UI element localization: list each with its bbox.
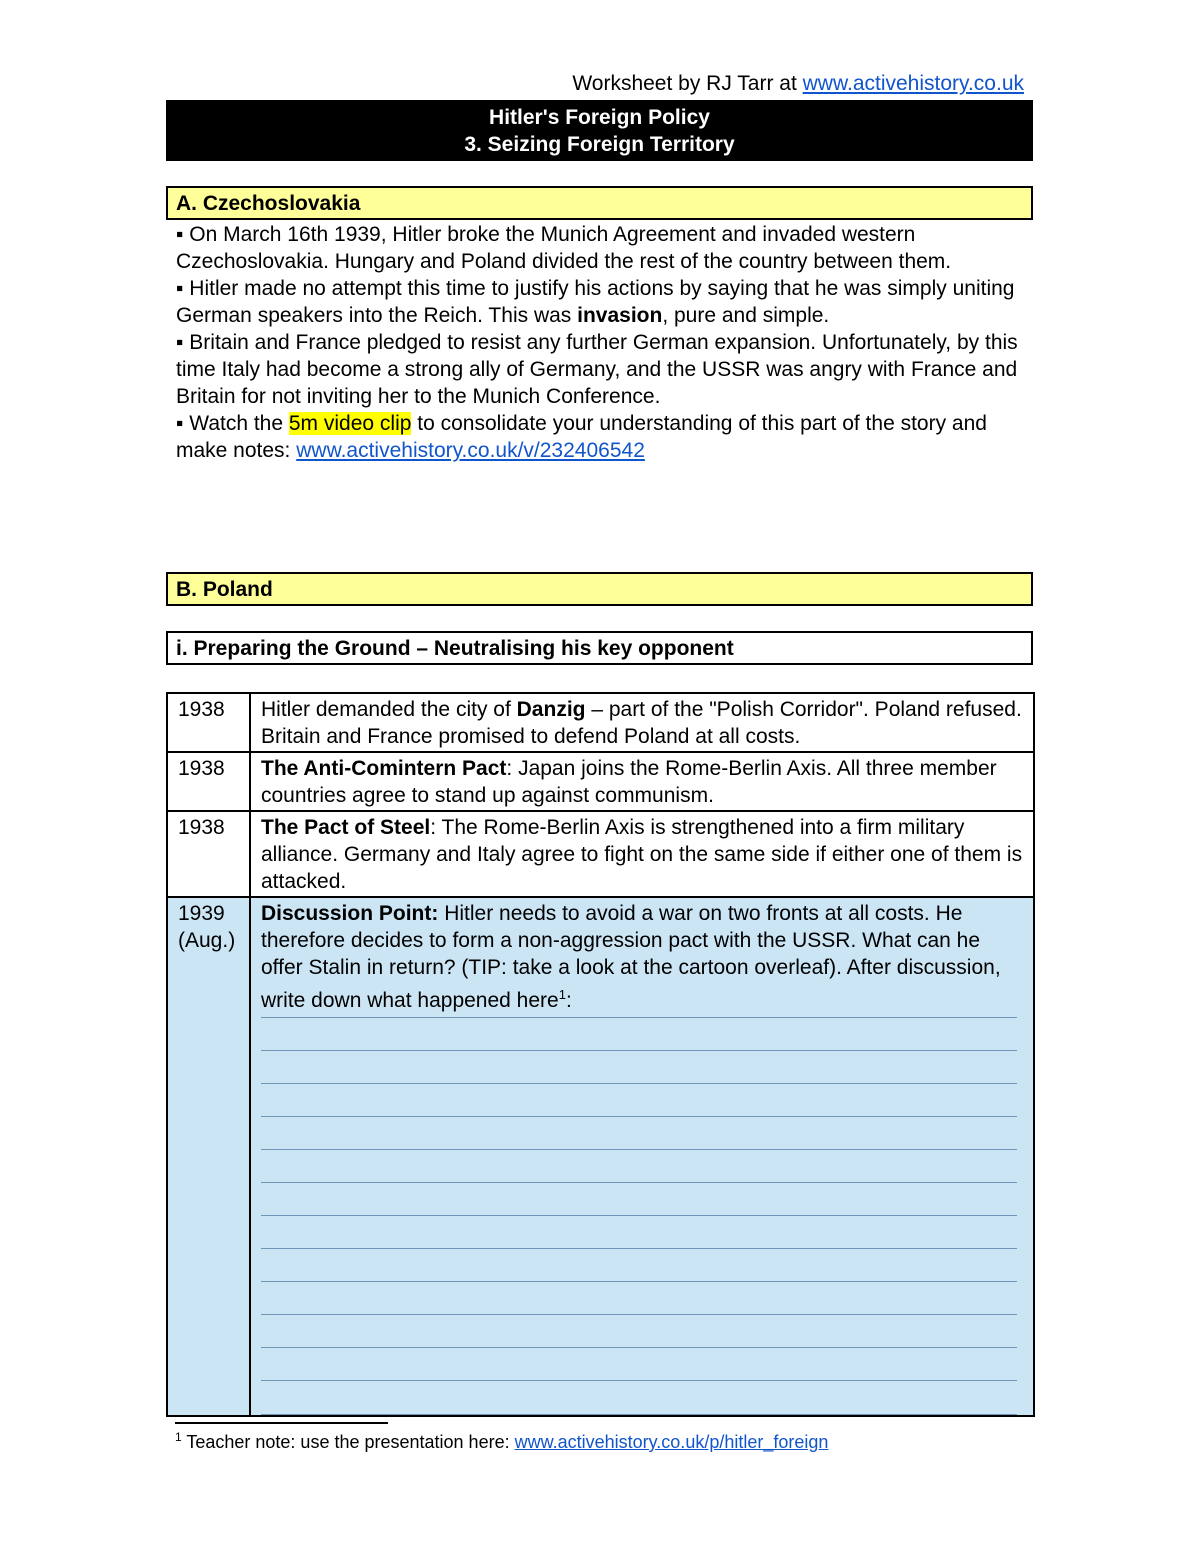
bullet-2-bold: invasion <box>577 304 663 327</box>
table-row <box>167 693 1034 752</box>
writing-line[interactable] <box>261 1183 1017 1216</box>
writing-line[interactable] <box>261 1117 1017 1150</box>
credit-text: Worksheet by RJ Tarr at <box>572 72 797 95</box>
bullet-4-end: to consolidate your understanding of this part of the story and make notes: <box>176 412 987 462</box>
writing-line[interactable] <box>261 1150 1017 1183</box>
event-cell <box>250 752 1034 811</box>
section-b-subheading: i. Preparing the Ground – Neutralising his key opponent <box>166 631 1033 665</box>
worksheet-credit <box>166 72 1024 96</box>
year-cell: 1938 <box>167 693 250 752</box>
table-row <box>167 811 1034 897</box>
writing-line[interactable] <box>261 1282 1017 1315</box>
footnote-text: Teacher note: use the presentation here: <box>181 1432 515 1452</box>
footnote-link[interactable]: www.activehistory.co.uk/p/hitler_foreign <box>514 1432 829 1452</box>
writing-line[interactable] <box>261 1216 1017 1249</box>
table-row <box>167 752 1034 811</box>
bullet-2-end: , pure and simple. <box>662 304 830 327</box>
bullet-2-text: ▪ Hitler made no attempt this time to justify his actions by saying that he was simply uniting German speakers into the Reich. This was <box>176 277 1015 327</box>
discussion-row <box>167 897 1034 1416</box>
section-a-heading: A. Czechoslovakia <box>166 186 1033 220</box>
event-cell <box>250 811 1034 897</box>
section-a-bullets <box>176 221 1026 464</box>
credit-link[interactable]: www.activehistory.co.uk <box>802 72 1024 95</box>
bullet-4-text: ▪ Watch the <box>176 412 289 435</box>
page-title <box>166 100 1033 161</box>
event-cell <box>250 693 1034 752</box>
bullet-4 <box>176 410 1026 464</box>
footnote-mark: 1 <box>175 1430 182 1444</box>
video-clip-highlight: 5m video clip <box>288 412 412 435</box>
year-cell <box>167 897 250 1416</box>
year-line-1: 1939 <box>178 902 225 925</box>
event-bold: The Anti-Comintern Pact <box>261 757 507 780</box>
discussion-text: Hitler needs to avoid a war on two fronts at all costs. He therefore decides to form a non-aggression pact with the USSR. What can he offer Stalin in return? (TIP: take a look at the cartoon overleaf). After discussion, write down what happened here <box>261 902 1001 1012</box>
writing-line[interactable] <box>261 1381 1017 1415</box>
year-cell: 1938 <box>167 811 250 897</box>
year-cell: 1938 <box>167 752 250 811</box>
event-text: : The Rome-Berlin Axis is strengthened into a firm military alliance. Germany and Italy agree to fight on the same side if either one of them is attacked. <box>261 816 1023 893</box>
bullet-3: ▪ Britain and France pledged to resist any further German expansion. Unfortunately, by this time Italy had become a strong ally of Germany, and the USSR was angry with France and Britain for not inviting her to the Munich Conference. <box>176 331 1018 408</box>
video-link[interactable]: www.activehistory.co.uk/v/232406542 <box>296 439 645 462</box>
writing-line[interactable] <box>261 1018 1017 1051</box>
title-line-2: 3. Seizing Foreign Territory <box>464 133 735 156</box>
footnote-divider <box>175 1422 388 1424</box>
discussion-cell <box>250 897 1034 1416</box>
writing-line[interactable] <box>261 1348 1017 1381</box>
timeline-table <box>166 692 1035 1417</box>
discussion-label: Discussion Point: <box>261 902 439 925</box>
event-text: : Japan joins the Rome-Berlin Axis. All three member countries agree to stand up against communism. <box>261 757 997 807</box>
bullet-2 <box>176 275 1026 329</box>
footnote <box>175 1430 828 1453</box>
discussion-text-end: : <box>565 989 572 1012</box>
year-line-2: (Aug.) <box>178 929 236 952</box>
event-text: Hitler demanded the city of <box>261 698 517 721</box>
bullet-1: ▪ On March 16th 1939, Hitler broke the Munich Agreement and invaded western Czechoslovakia. Hungary and Poland divided the rest of the country between them. <box>176 223 952 273</box>
section-b-heading: B. Poland <box>166 572 1033 606</box>
answer-writing-area[interactable] <box>261 1014 1017 1415</box>
writing-line[interactable] <box>261 1051 1017 1084</box>
writing-line[interactable] <box>261 1084 1017 1117</box>
event-text-end: – part of the "Polish Corridor". Poland refused. Britain and France promised to defend Poland at all costs. <box>261 698 1022 748</box>
event-bold: Danzig <box>516 698 586 721</box>
title-line-1: Hitler's Foreign Policy <box>489 106 710 129</box>
writing-line[interactable] <box>261 1249 1017 1282</box>
writing-line[interactable] <box>261 1315 1017 1348</box>
footnote-reference: 1 <box>558 987 566 1002</box>
event-bold: The Pact of Steel <box>261 816 431 839</box>
